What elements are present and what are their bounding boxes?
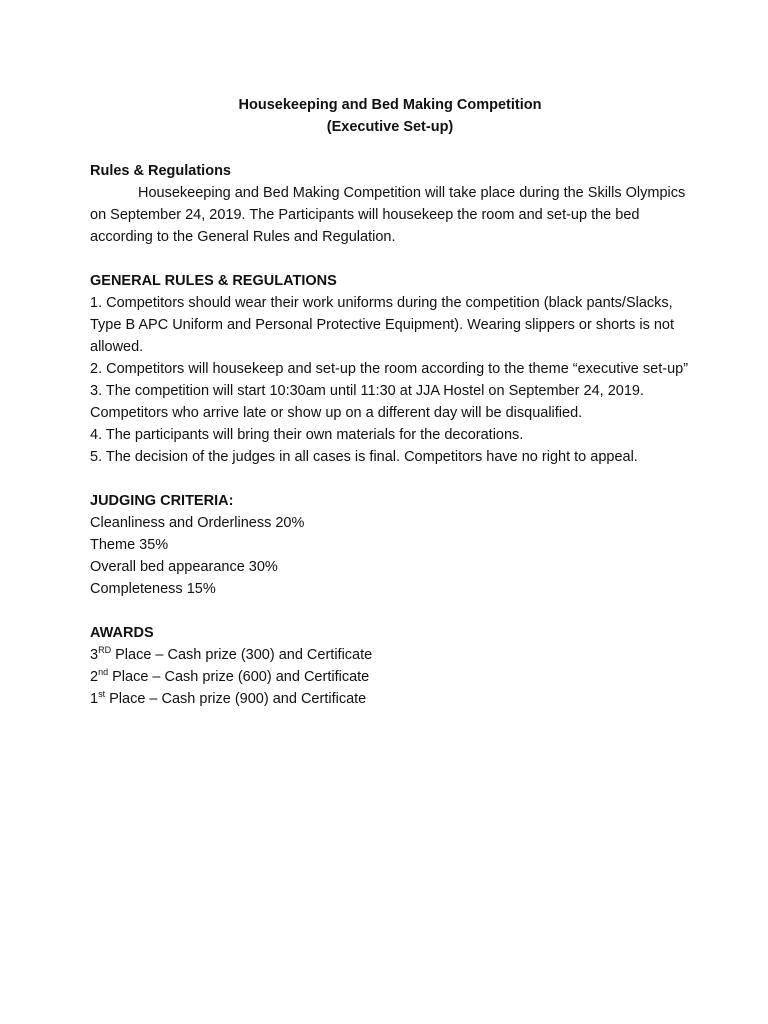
award-rank-suffix: st (98, 689, 106, 699)
award-text: Place – Cash prize (600) and Certificate (108, 669, 370, 685)
award-rank-suffix: RD (98, 645, 112, 655)
rule-item: 5. The decision of the judges in all cases is final. Competitors have no right to appeal. (90, 449, 638, 465)
criteria-item: Overall bed appearance 30% (90, 559, 278, 575)
award-rank-suffix: nd (98, 667, 109, 677)
award-item (90, 688, 690, 710)
rule-item: 2. Competitors will housekeep and set-up the room according to the theme “executive set-up” (90, 361, 689, 377)
general-rules-heading: GENERAL RULES & REGULATIONS (90, 273, 337, 289)
spacer (90, 600, 690, 622)
document-subtitle: (Executive Set-up) (326, 119, 454, 135)
rule-item: 4. The participants will bring their own materials for the decorations. (90, 427, 524, 443)
rule-item: 3. The competition will start 10:30am until 11:30 at JJA Hostel on September 24, 2019. Competitors who arrive late or show up on a different day will be disqualified. (90, 383, 645, 421)
awards-heading: AWARDS (90, 625, 154, 641)
criteria-item: Theme 35% (90, 537, 169, 553)
award-text: Place – Cash prize (300) and Certificate (111, 647, 373, 663)
criteria-item: Completeness 15% (90, 581, 216, 597)
award-text: Place – Cash prize (900) and Certificate (105, 691, 367, 707)
rules-heading: Rules & Regulations (90, 163, 231, 179)
award-item (90, 644, 690, 666)
spacer (90, 468, 690, 490)
award-rank: 2 (90, 669, 99, 685)
criteria-item: Cleanliness and Orderliness 20% (90, 515, 305, 531)
spacer (90, 138, 690, 160)
document-body (90, 94, 690, 710)
rule-item: 1. Competitors should wear their work uniforms during the competition (black pants/Slacks, Type B APC Uniform and Personal Protective Equipment). Wearing slippers or shorts is not allowed. (90, 295, 675, 355)
award-item (90, 666, 690, 688)
intro-paragraph: Housekeeping and Bed Making Competition will take place during the Skills Olympics on September 24, 2019. The Participants will housekeep the room and set-up the bed according to the General Rules and Regulation. (90, 185, 686, 245)
judging-criteria-heading: JUDGING CRITERIA: (90, 493, 234, 509)
award-rank: 3 (90, 647, 99, 663)
spacer (90, 248, 690, 270)
award-rank: 1 (90, 691, 99, 707)
document-title: Housekeeping and Bed Making Competition (238, 97, 542, 113)
